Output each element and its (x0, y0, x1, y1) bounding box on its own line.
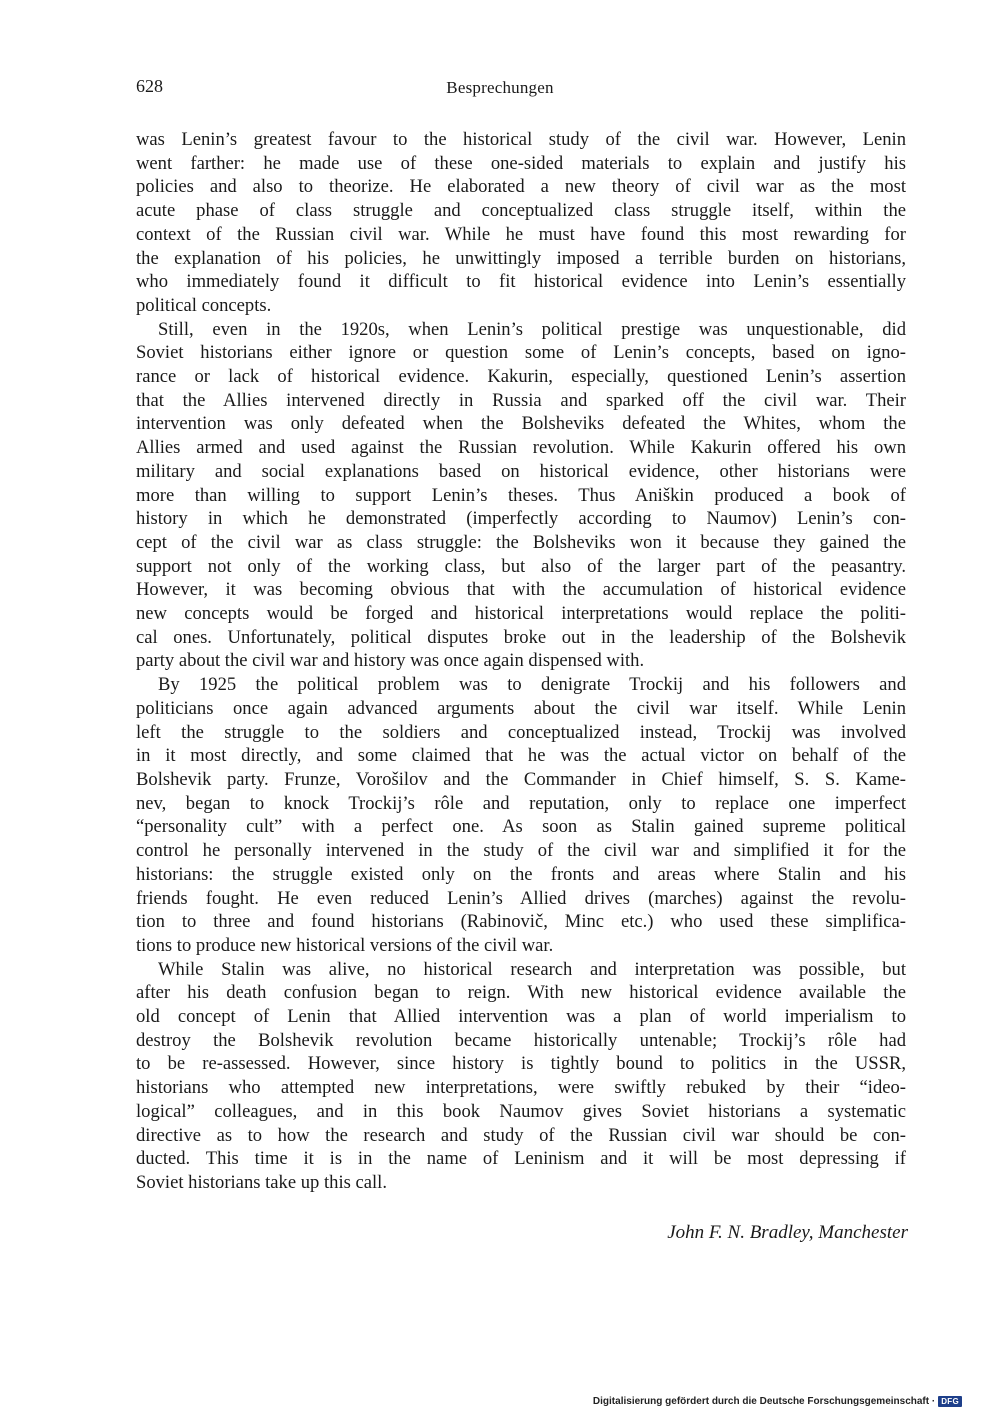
text-line: While Stalin was alive, no historical research and interpretation was possible, but (158, 958, 906, 980)
text-line: political concepts. (136, 294, 272, 316)
text-line: military and social explanations based on historical evidence, other historians were (136, 460, 906, 482)
text-line: intervention was only defeated when the Bolsheviks defeated the Whites, whom the (136, 413, 906, 435)
text-line: nev, began to knock Trockij’s rôle and reputation, only to replace one imperfect (136, 792, 906, 814)
text-line: tion to three and found historians (Rabinovič, Minc etc.) who used these simplifica- (136, 911, 906, 933)
text-line: old concept of Lenin that Allied intervention was a plan of world imperialism to (136, 1006, 906, 1028)
digitization-credit (593, 1396, 962, 1407)
paragraph (136, 958, 906, 1195)
text-line: “personality cult” with a perfect one. As soon as Stalin gained supreme political (136, 816, 906, 838)
author-signature: John F. N. Bradley, Manchester (667, 1222, 908, 1243)
text-line: rance or lack of historical evidence. Kakurin, especially, questioned Lenin’s assertion (136, 366, 906, 388)
text-line: However, it was becoming obvious that with the accumulation of historical evidence (136, 579, 906, 601)
paragraph (136, 318, 906, 674)
running-head: Besprechungen (446, 78, 554, 97)
paragraph (136, 673, 906, 957)
text-line: context of the Russian civil war. While he must have found this most rewarding for (136, 223, 906, 245)
credit-text: Digitalisierung gefördert durch die Deutsche Forschungsgemeinschaft · (592, 1396, 936, 1407)
text-line: logical” colleagues, and in this book Naumov gives Soviet historians a systematic (136, 1100, 906, 1122)
text-line: Bolshevik party. Frunze, Vorošilov and the Commander in Chief himself, S. S. Kame- (136, 768, 906, 790)
page-number: 628 (136, 76, 163, 96)
text-line: was Lenin’s greatest favour to the historical study of the civil war. However, Lenin (136, 129, 906, 150)
text-line: to be re-assessed. However, since history is tightly bound to politics in the USSR, (136, 1053, 906, 1075)
text-line: control he personally intervened in the study of the civil war and simplified it for the (136, 840, 906, 862)
text-line: more than willing to support Lenin’s theses. Thus Aniškin produced a book of (136, 484, 906, 506)
text-line: directive as to how the research and study of the Russian civil war should be con- (136, 1124, 906, 1146)
text-line: By 1925 the political problem was to denigrate Trockij and his followers and (158, 674, 906, 696)
text-line: in it most directly, and some claimed that he was the actual victor on behalf of the (136, 745, 906, 767)
text-line: acute phase of class struggle and conceptualized class struggle itself, within the (136, 200, 906, 222)
text-line: destroy the Bolshevik revolution became historically untenable; Trockij’s rôle had (136, 1029, 906, 1051)
text-line: Still, even in the 1920s, when Lenin’s political prestige was unquestionable, did (158, 318, 906, 340)
dfg-logo: DFG (938, 1396, 962, 1407)
text-line: new concepts would be forged and historical interpretations would replace the politi- (136, 603, 906, 625)
text-line: went farther: he made use of these one-sided materials to explain and justify his (136, 152, 906, 174)
text-line: policies and also to theorize. He elaborated a new theory of civil war as the most (136, 176, 906, 198)
text-line: friends fought. He even reduced Lenin’s Allied drives (marches) against the revolu- (136, 887, 906, 909)
text-line: who immediately found it difficult to fit historical evidence into Lenin’s essentially (136, 271, 906, 293)
text-line: cal ones. Unfortunately, political disputes broke out in the leadership of the Bolshevik (136, 626, 906, 648)
text-line: that the Allies intervened directly in Russia and sparked off the civil war. Their (136, 389, 906, 411)
text-line: tions to produce new historical versions of the civil war. (136, 934, 554, 956)
text-line: ducted. This time it is in the name of Leninism and it will be most depressing if (136, 1148, 906, 1170)
text-line: historians who attempted new interpretations, were swiftly rebuked by their “ideo- (136, 1077, 906, 1099)
text-line: left the struggle to the soldiers and conceptualized instead, Trockij was involved (136, 721, 906, 743)
text-line: Soviet historians either ignore or question some of Lenin’s concepts, based on igno- (136, 342, 906, 364)
text-line: after his death confusion began to reign. With new historical evidence available the (136, 982, 906, 1004)
text-line: politicians once again advanced arguments about the civil war itself. While Lenin (136, 697, 906, 719)
text-line: history in which he demonstrated (imperfectly according to Naumov) Lenin’s con- (136, 508, 906, 530)
article-body (136, 128, 906, 1195)
text-line: Allies armed and used against the Russian revolution. While Kakurin offered his own (136, 437, 906, 459)
text-line: cept of the civil war as class struggle: the Bolsheviks won it because they gained the (136, 531, 906, 553)
paragraph (136, 128, 906, 318)
text-line: the explanation of his policies, he unwittingly imposed a terrible burden on historians, (136, 247, 906, 269)
text-line: support not only of the working class, but also of the larger part of the peasantry. (136, 555, 906, 577)
text-line: Soviet historians take up this call. (136, 1171, 387, 1193)
text-line: party about the civil war and history was once again dispensed with. (136, 650, 645, 672)
text-line: historians: the struggle existed only on the fronts and areas where Stalin and his (136, 863, 906, 885)
